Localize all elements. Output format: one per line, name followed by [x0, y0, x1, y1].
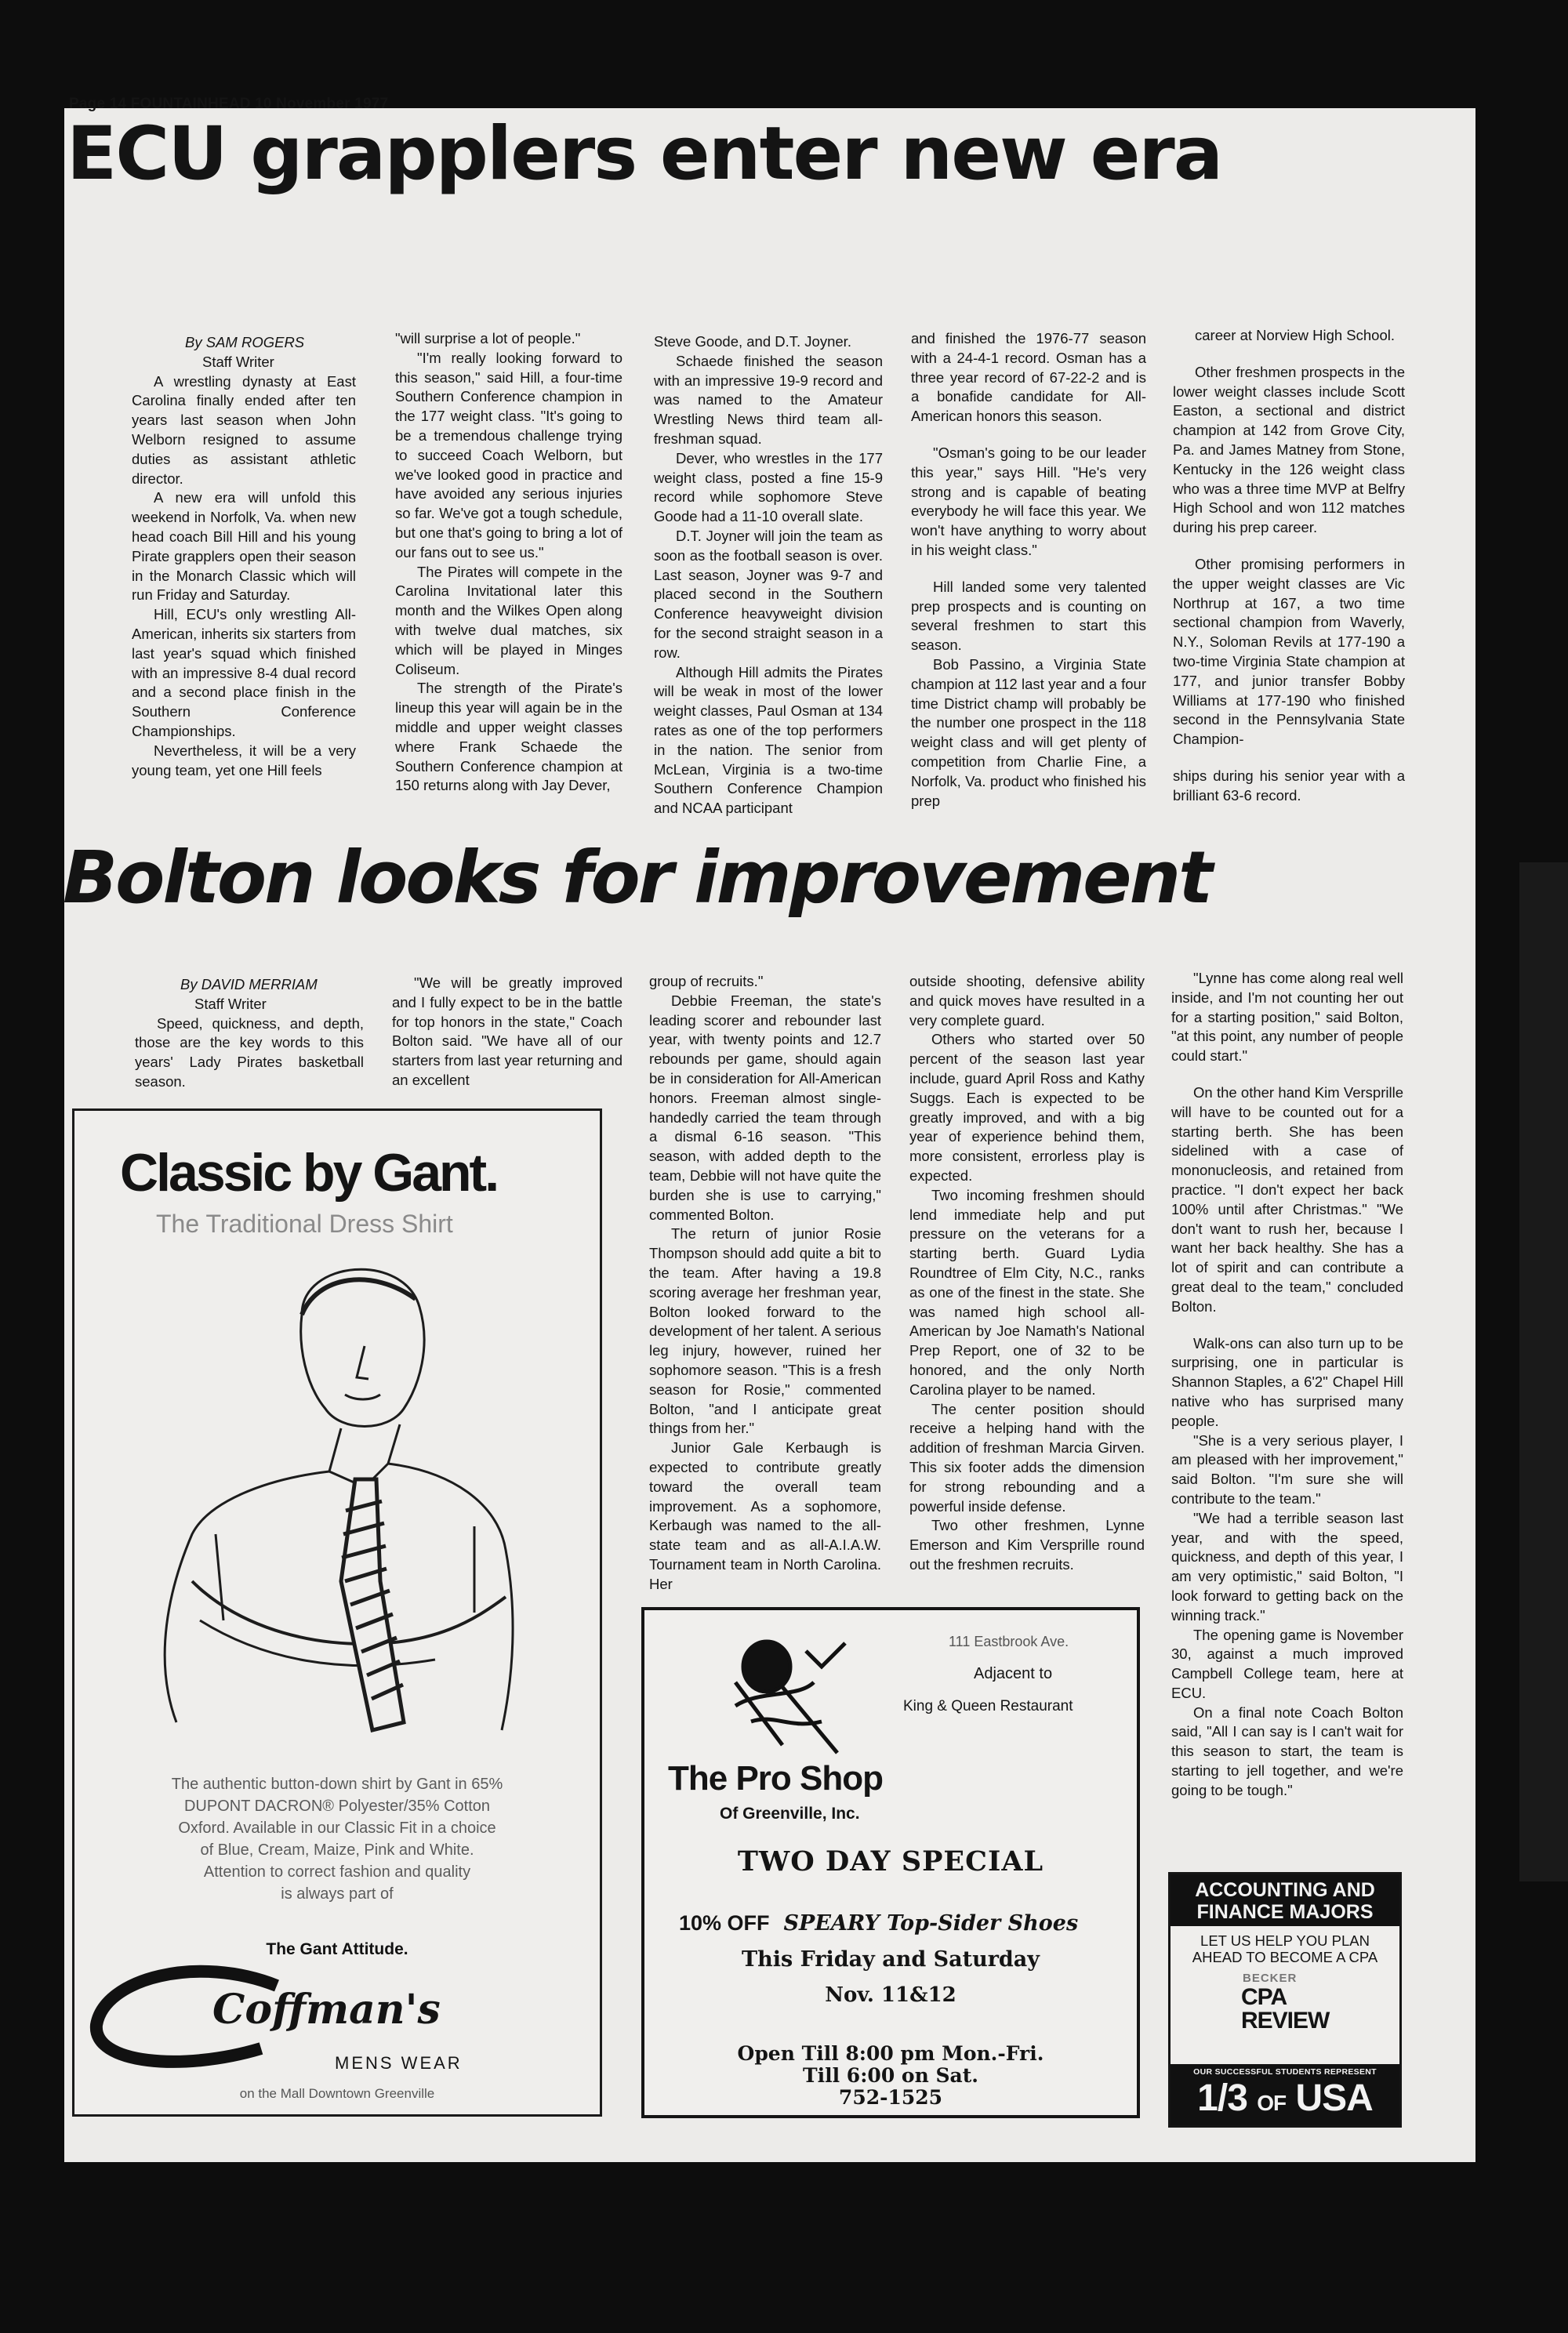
story1-column-5 — [1173, 326, 1405, 806]
ad-copy — [74, 1773, 600, 1905]
ad-subtitle: The Traditional Dress Shirt — [156, 1210, 453, 1238]
cpa-message — [1171, 1932, 1399, 1965]
shirt-illustration — [106, 1252, 545, 1754]
story1-column-2 — [395, 329, 622, 796]
cpa-footer-caption: OUR SUCCESSFUL STUDENTS REPRESENT — [1193, 2067, 1377, 2077]
paragraph: The return of junior Rosie Thompson should add quite a bit to the team. After having a 19.8 scoring average her freshman year, Bolton looked forward to the development of her talent. A serious leg injury, however, ruined her sophomore season. "This is a fresh season for Rosie," commented Bolton, "and I anticipate great things from her." — [649, 1225, 881, 1437]
phone-number: 752-1525 — [838, 2086, 943, 2109]
cpa-fraction: 1/3 — [1197, 2077, 1247, 2119]
shop-inc: Of Greenville, Inc. — [720, 1805, 860, 1823]
paragraph: career at Norview High School. — [1195, 327, 1395, 343]
story2-column-3 — [649, 972, 881, 1595]
shop-address: 111 Eastbrook Ave. — [949, 1634, 1069, 1649]
paragraph: Schaede finished the season with an impressive 19-9 record and was named to the Amateur Wrestling News third team all-freshman squad. — [654, 352, 883, 447]
paragraph: "Lynne has come along real well inside, and I'm not counting her out for a starting position," said Bolton, "at this point, any number of people could start." — [1171, 970, 1403, 1065]
story1-column-4 — [911, 329, 1146, 811]
cpa-heading-line: ACCOUNTING AND — [1195, 1879, 1375, 1901]
offer-discount: 10% OFF — [679, 1911, 770, 1935]
hours-saturday: Till 6:00 on Sat. — [803, 2064, 978, 2087]
paragraph: outside shooting, defensive ability and quick moves have resulted in a very complete guard. — [909, 973, 1145, 1029]
store-name: Coffman's — [212, 1986, 441, 2034]
cpa-heading-line: FINANCE MAJORS — [1196, 1901, 1374, 1923]
cpa-review-logo — [1241, 1986, 1329, 2033]
paragraph: Although Hill admits the Pirates will be weak in most of the lower weight classes, Paul Osman at 134 rates as one of the top performers in the nation. The senior from McLean, Virginia is a two-time Southern Conference Champion and NCAA participant — [654, 663, 883, 817]
byline-role: Staff Writer — [194, 995, 267, 1012]
ad-copy-line: The authentic button-down shirt by Gant in 65% — [171, 1776, 503, 1793]
paragraph: Others who started over 50 percent of the season last year include, guard April Ross and Kathy Suggs. Each is expected to be greatly improved, and with a big year of experience behind them, more consistent, errorless play is expected. — [909, 1031, 1145, 1184]
paragraph: On the other hand Kim Versprille will have to be counted out for a starting berth. She has been sidelined with a case of mononucleosis, and retained from practice. "I don't expect her back 100% until after Christmas." "We don't want to rush her, because I want her back healthy. She has a lot of spirit and can contribute a great deal to the team," concluded Bolton. — [1171, 1083, 1403, 1315]
offer-dates: Nov. 11&12 — [825, 1983, 956, 2007]
page-folio: Page 14 FOUNTAINHEAD 10 November 1977 — [69, 96, 389, 112]
ad-copy-line: of Blue, Cream, Maize, Pink and White. — [200, 1841, 474, 1859]
story2-column-4 — [909, 972, 1145, 1575]
ad-copy-line: DUPONT DACRON® Polyester/35% Cotton — [183, 1798, 491, 1815]
paragraph: Speed, quickness, and depth, those are the key words to this years' Lady Pirates basketball season. — [135, 1014, 364, 1090]
paragraph: Junior Gale Kerbaugh is expected to contribute greatly toward the overall team improvement. As a sophomore, Kerbaugh was named to the all-state team and as all-A.I.A.W. Tournament team in North Carolina. Her — [649, 1439, 881, 1592]
paragraph: "will surprise a lot of people." — [395, 330, 581, 347]
cpa-review-advertisement — [1168, 1872, 1402, 2128]
adjacent-page-edge — [1519, 862, 1568, 1881]
paragraph: Other promising performers in the upper weight classes are Vic Northrup at 167, a two time sectional champion from Waverly, N.Y., Soloman Revils at 177-190 a two-time Virginia State champion at 177, and junior transfer Bobby Williams at 177-190 who finished second in the Pennsylvania State Champion- — [1173, 555, 1405, 748]
headline-basketball: Bolton looks for improvement — [63, 836, 1211, 920]
tennis-racket-icon — [720, 1635, 861, 1761]
paragraph: The center position should receive a helping hand with the addition of freshman Marcia Girven. This six footer adds the dimension for strong rebounding and a powerful inside defense. — [909, 1400, 1145, 1515]
offer-product: SPEARY Top-Sider Shoes — [783, 1911, 1079, 1936]
paragraph: Other freshmen prospects in the lower weight classes include Scott Easton, a sectional and district champion at 142 from Grove City, Pa. and James Matney from Stone, Kentucky in the 126 weight class who was a three time MVP at Belfry High School and won 112 matches during his prep career. — [1173, 363, 1405, 536]
paragraph: The strength of the Pirate's lineup this year will again be in the middle and upper weight classes where Frank Schaede the Southern Conference champion at 150 returns along with Jay Dever, — [395, 680, 622, 794]
story2-column-5 — [1171, 969, 1403, 1801]
ad-title: Classic by Gant. — [120, 1143, 498, 1203]
offer-line — [679, 1911, 1078, 1936]
cpa-message-line: LET US HELP YOU PLAN — [1200, 1932, 1370, 1949]
pro-shop-advertisement — [641, 1607, 1140, 2118]
ad-copy-line: Oxford. Available in our Classic Fit in a choice — [178, 1820, 496, 1837]
cpa-review-line: CPA — [1241, 1984, 1287, 2010]
paragraph: and finished the 1976-77 season with a 24-4-1 record. Osman has a three year record of 67-22-2 and is a bonafide candidate for All-American honors this season. — [911, 330, 1146, 425]
paragraph: ships during his senior year with a brilliant 63-6 record. — [1173, 767, 1405, 804]
ad-tagline: The Gant Attitude. — [266, 1940, 408, 1958]
paragraph: The opening game is November 30, against a much improved Campbell College team, here at ECU. — [1171, 1626, 1403, 1701]
paragraph: Debbie Freeman, the state's leading scorer and rebounder last year, with twenty points and 12.7 rebounds per game, should again be in consideration for All-American honors. Freeman almost single-handedly carried the team through a dismal 6-16 season. "This season, with added depth to the team, Debbie will not have quite the burden she is use to carrying," commented Bolton. — [649, 992, 881, 1223]
hours-weekday: Open Till 8:00 pm Mon.-Fri. — [737, 2042, 1044, 2065]
paragraph: Two incoming freshmen should lend immediate help and put pressure on the veterans for a starting berth. Guard Lydia Roundtree of Elm City, N.C., ranks as one of the finest in the state. She was named high school all-American by Joe Namath's National Prep Report, one of 32 to be honored, and the only North Carolina player to be named. — [909, 1186, 1145, 1398]
cpa-heading — [1171, 1874, 1399, 1926]
byline: By DAVID MERRIAM — [180, 976, 318, 992]
paragraph: Bob Passino, a Virginia State champion at 112 last year and a four time District champ will probably be the number one prospect in the 118 weight class and will get plenty of competition from Charlie Fine, a Norfolk, Va. product who finished his prep — [911, 655, 1146, 809]
paragraph: Hill, ECU's only wrestling All-American, inherits six starters from last year's squad which finished with an impressive 8-4 dual record and a second place finish in the Southern Conference Championships. — [132, 606, 356, 739]
paragraph: A new era will unfold this weekend in Norfolk, Va. when new head coach Bill Hill and his young Pirate grapplers open their season in the Monarch Classic which will run Friday and Saturday. — [132, 489, 356, 604]
paragraph: The Pirates will compete in the Carolina Invitational later this month and the Wilkes Open along with twelve dual matches, six which will be played in Minges Coliseum. — [395, 563, 622, 677]
cpa-footer — [1171, 2064, 1399, 2125]
store-subtitle: MENS WEAR — [335, 2053, 463, 2073]
paragraph: Walk-ons can also turn up to be surprising, one in particular is Shannon Staples, a 6'2" Chapel Hill native who has surprised many people. — [1171, 1334, 1403, 1429]
gant-advertisement — [72, 1108, 602, 2117]
paragraph: "Osman's going to be our leader this year," says Hill. "He's very strong and is capable of beating everybody he will face this year. We won't have anything to worry about in his weight class." — [911, 444, 1146, 558]
paragraph: Dever, who wrestles in the 177 weight class, posted a fine 15-9 record while sophomore Steve Goode had a 11-10 overall slate. — [654, 449, 883, 525]
byline: By SAM ROGERS — [185, 334, 305, 350]
paragraph: "I'm really looking forward to this season," said Hill, a four-time Southern Conference champion in the 177 weight class. "It's going to be a tremendous challenge trying to succeed Coach Welborn, but we've looked good in practice and have avoided any serious injuries so far. We've got a tough schedule, but one that's going to bring a lot of our fans out to see us." — [395, 349, 622, 561]
ad-copy-line: is always part of — [281, 1885, 394, 1903]
story1-column-1 — [132, 333, 356, 780]
special-heading: TWO DAY SPECIAL — [737, 1845, 1044, 1878]
story2-column-2 — [392, 974, 622, 1090]
cpa-review-line: REVIEW — [1241, 2008, 1330, 2034]
cpa-message-line: AHEAD TO BECOME A CPA — [1192, 1949, 1378, 1965]
paragraph: group of recruits." — [649, 973, 764, 989]
ad-copy-line: Attention to correct fashion and quality — [203, 1863, 471, 1881]
becker-label: BECKER — [1243, 1972, 1298, 1985]
paragraph: Two other freshmen, Lynne Emerson and Kim Versprille round out the freshmen recruits. — [909, 1517, 1145, 1573]
paragraph: "She is a very serious player, I am pleased with her improvement," said Bolton. "I'm sure she will contribute to the team." — [1171, 1431, 1403, 1507]
store-location: on the Mall Downtown Greenville — [239, 2086, 435, 2101]
paragraph: A wrestling dynasty at East Carolina finally ended after ten years last season when John Welborn resigned to assume duties as assistant athletic director. — [132, 372, 356, 487]
paragraph: "We had a terrible season last year, and with the speed, quickness, and depth of this year, I am very optimistic," said Bolton, "I look forward to getting back on the winning track." — [1171, 1509, 1403, 1624]
shop-name: The Pro Shop — [668, 1759, 883, 1798]
story1-column-3 — [654, 332, 883, 818]
shop-adjacent: Adjacent to — [974, 1665, 1053, 1682]
byline-role: Staff Writer — [202, 353, 274, 370]
shop-landmark: King & Queen Restaurant — [903, 1698, 1073, 1714]
offer-days: This Friday and Saturday — [741, 1947, 1040, 1972]
cpa-footer-stat — [1171, 2077, 1399, 2125]
store-hours — [644, 2043, 1137, 2109]
paragraph: "We will be greatly improved and I fully expect to be in the battle for top honors in the state," Coach Bolton said. "We have all of our starters from last year returning and an excellent — [392, 974, 622, 1088]
cpa-of: OF — [1257, 2091, 1287, 2115]
paragraph: Hill landed some very talented prep prospects and is counting on several freshmen to start this season. — [911, 578, 1146, 654]
cpa-usa: USA — [1295, 2077, 1373, 2119]
story2-column-1 — [135, 975, 364, 1092]
headline-wrestling: ECU grapplers enter new era — [67, 111, 1222, 197]
paragraph: Steve Goode, and D.T. Joyner. — [654, 333, 851, 350]
paragraph: Nevertheless, it will be a very young team, yet one Hill feels — [132, 742, 356, 778]
paragraph: On a final note Coach Bolton said, "All I can say is I can't wait for this season to start, the team is starting to jell together, and we're going to be tough." — [1171, 1703, 1403, 1798]
paragraph: D.T. Joyner will join the team as soon as the football season is over. Last season, Joyner was 9-7 and placed second in the Southern Conference heavyweight division for the second straight season in a row. — [654, 527, 883, 661]
